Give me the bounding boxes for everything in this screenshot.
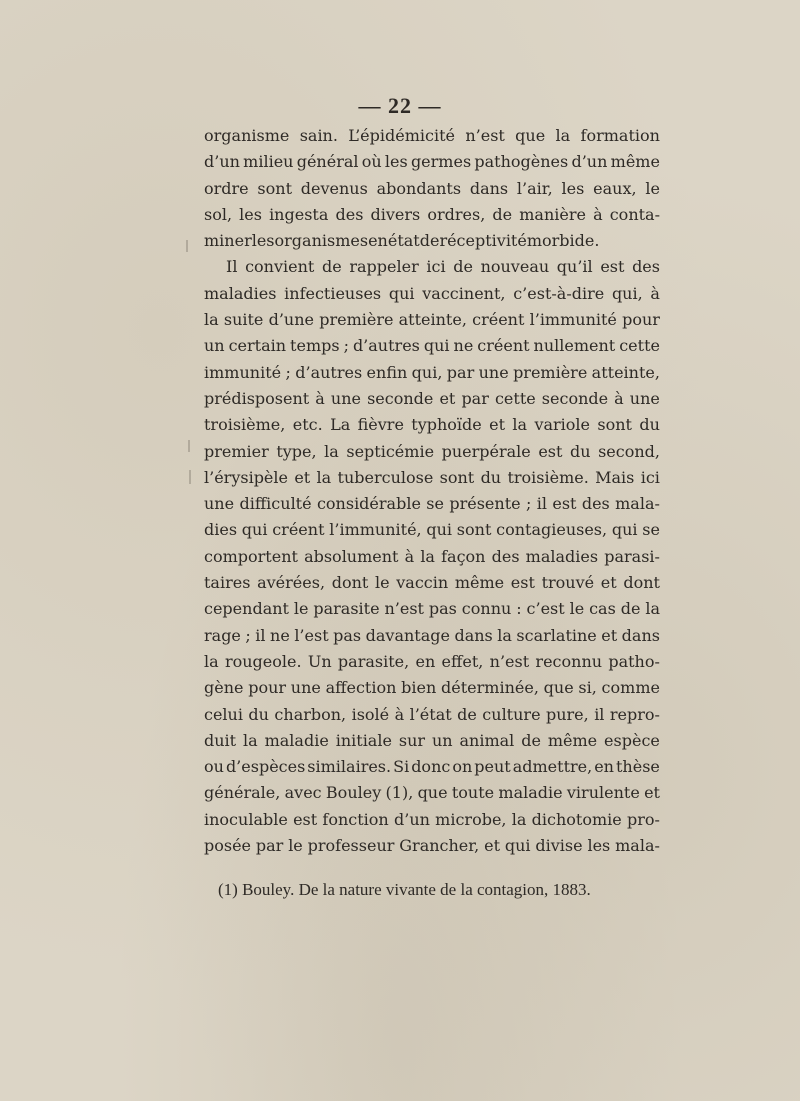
- page-number: — 22 —: [358, 93, 442, 118]
- text-line: maladies infectieuses qui vaccinent, c’est-à-dire qui, à: [204, 283, 660, 303]
- text-line: prédisposent à une seconde et par cette seconde à une: [204, 388, 660, 408]
- text-line: premier type, la septicémie puerpérale est du second,: [204, 441, 660, 461]
- text-line: posée par le professeur Grancher, et qui divise les mala-: [204, 836, 660, 856]
- text-line: dies qui créent l’immunité, qui sont contagieuses, qui se: [204, 520, 660, 540]
- footnote: (1) Bouley. De la nature vivante de la contagion, 1883.: [218, 880, 591, 899]
- margin-mark: [189, 470, 191, 484]
- text-line: la suite d’une première atteinte, créent l’immunité pour: [204, 310, 660, 330]
- text-line: troisième, etc. La fièvre typhoïde et la variole sont du: [204, 415, 660, 435]
- text-line: une difficulté considérable se présente ; il est des mala-: [204, 494, 660, 514]
- text-line: sol, les ingesta des divers ordres, de manière à conta-: [204, 204, 660, 224]
- margin-mark: [186, 240, 188, 252]
- text-line: organisme sain. L’épidémicité n’est que la formation: [204, 126, 660, 145]
- text-line: miner les organismes en état de réceptivité morbide.: [204, 231, 600, 251]
- text-line: l’érysipèle et la tuberculose sont du troisième. Mais ici: [204, 467, 660, 487]
- text-line: Il convient de rappeler ici de nouveau qu’il est des: [226, 257, 660, 277]
- text-line: rage ; il ne l’est pas davantage dans la scarlatine et dans: [204, 625, 660, 645]
- text-line: ordre sont devenus abondants dans l’air, les eaux, le: [204, 178, 660, 198]
- text-line: inoculable est fonction d’un microbe, la dichotomie pro-: [204, 809, 660, 829]
- body-text: [204, 123, 660, 859]
- text-line: cependant le parasite n’est pas connu : c’est le cas de la: [204, 599, 660, 619]
- text-line: générale, avec Bouley (1), que toute maladie virulente et: [204, 783, 660, 803]
- text-line: duit la maladie initiale sur un animal de même espèce: [204, 730, 660, 750]
- margin-mark: [188, 440, 190, 452]
- text-line: celui du charbon, isolé à l’état de culture pure, il repro-: [204, 704, 660, 724]
- text-line: ou d’espèces similaires. Si donc on peut admettre, en thèse: [204, 757, 660, 777]
- text-line: immunité ; d’autres enfin qui, par une première atteinte,: [204, 362, 660, 382]
- text-line: d’un milieu général où les germes pathogènes d’un même: [204, 152, 660, 172]
- text-line: gène pour une affection bien déterminée, que si, comme: [204, 678, 660, 698]
- text-line: taires avérées, dont le vaccin même est trouvé et dont: [204, 573, 660, 593]
- text-line: un certain temps ; d’autres qui ne créent nullement cette: [204, 336, 660, 356]
- text-line: la rougeole. Un parasite, en effet, n’est reconnu patho-: [204, 651, 660, 671]
- text-line: comportent absolument à la façon des maladies parasi-: [204, 546, 660, 566]
